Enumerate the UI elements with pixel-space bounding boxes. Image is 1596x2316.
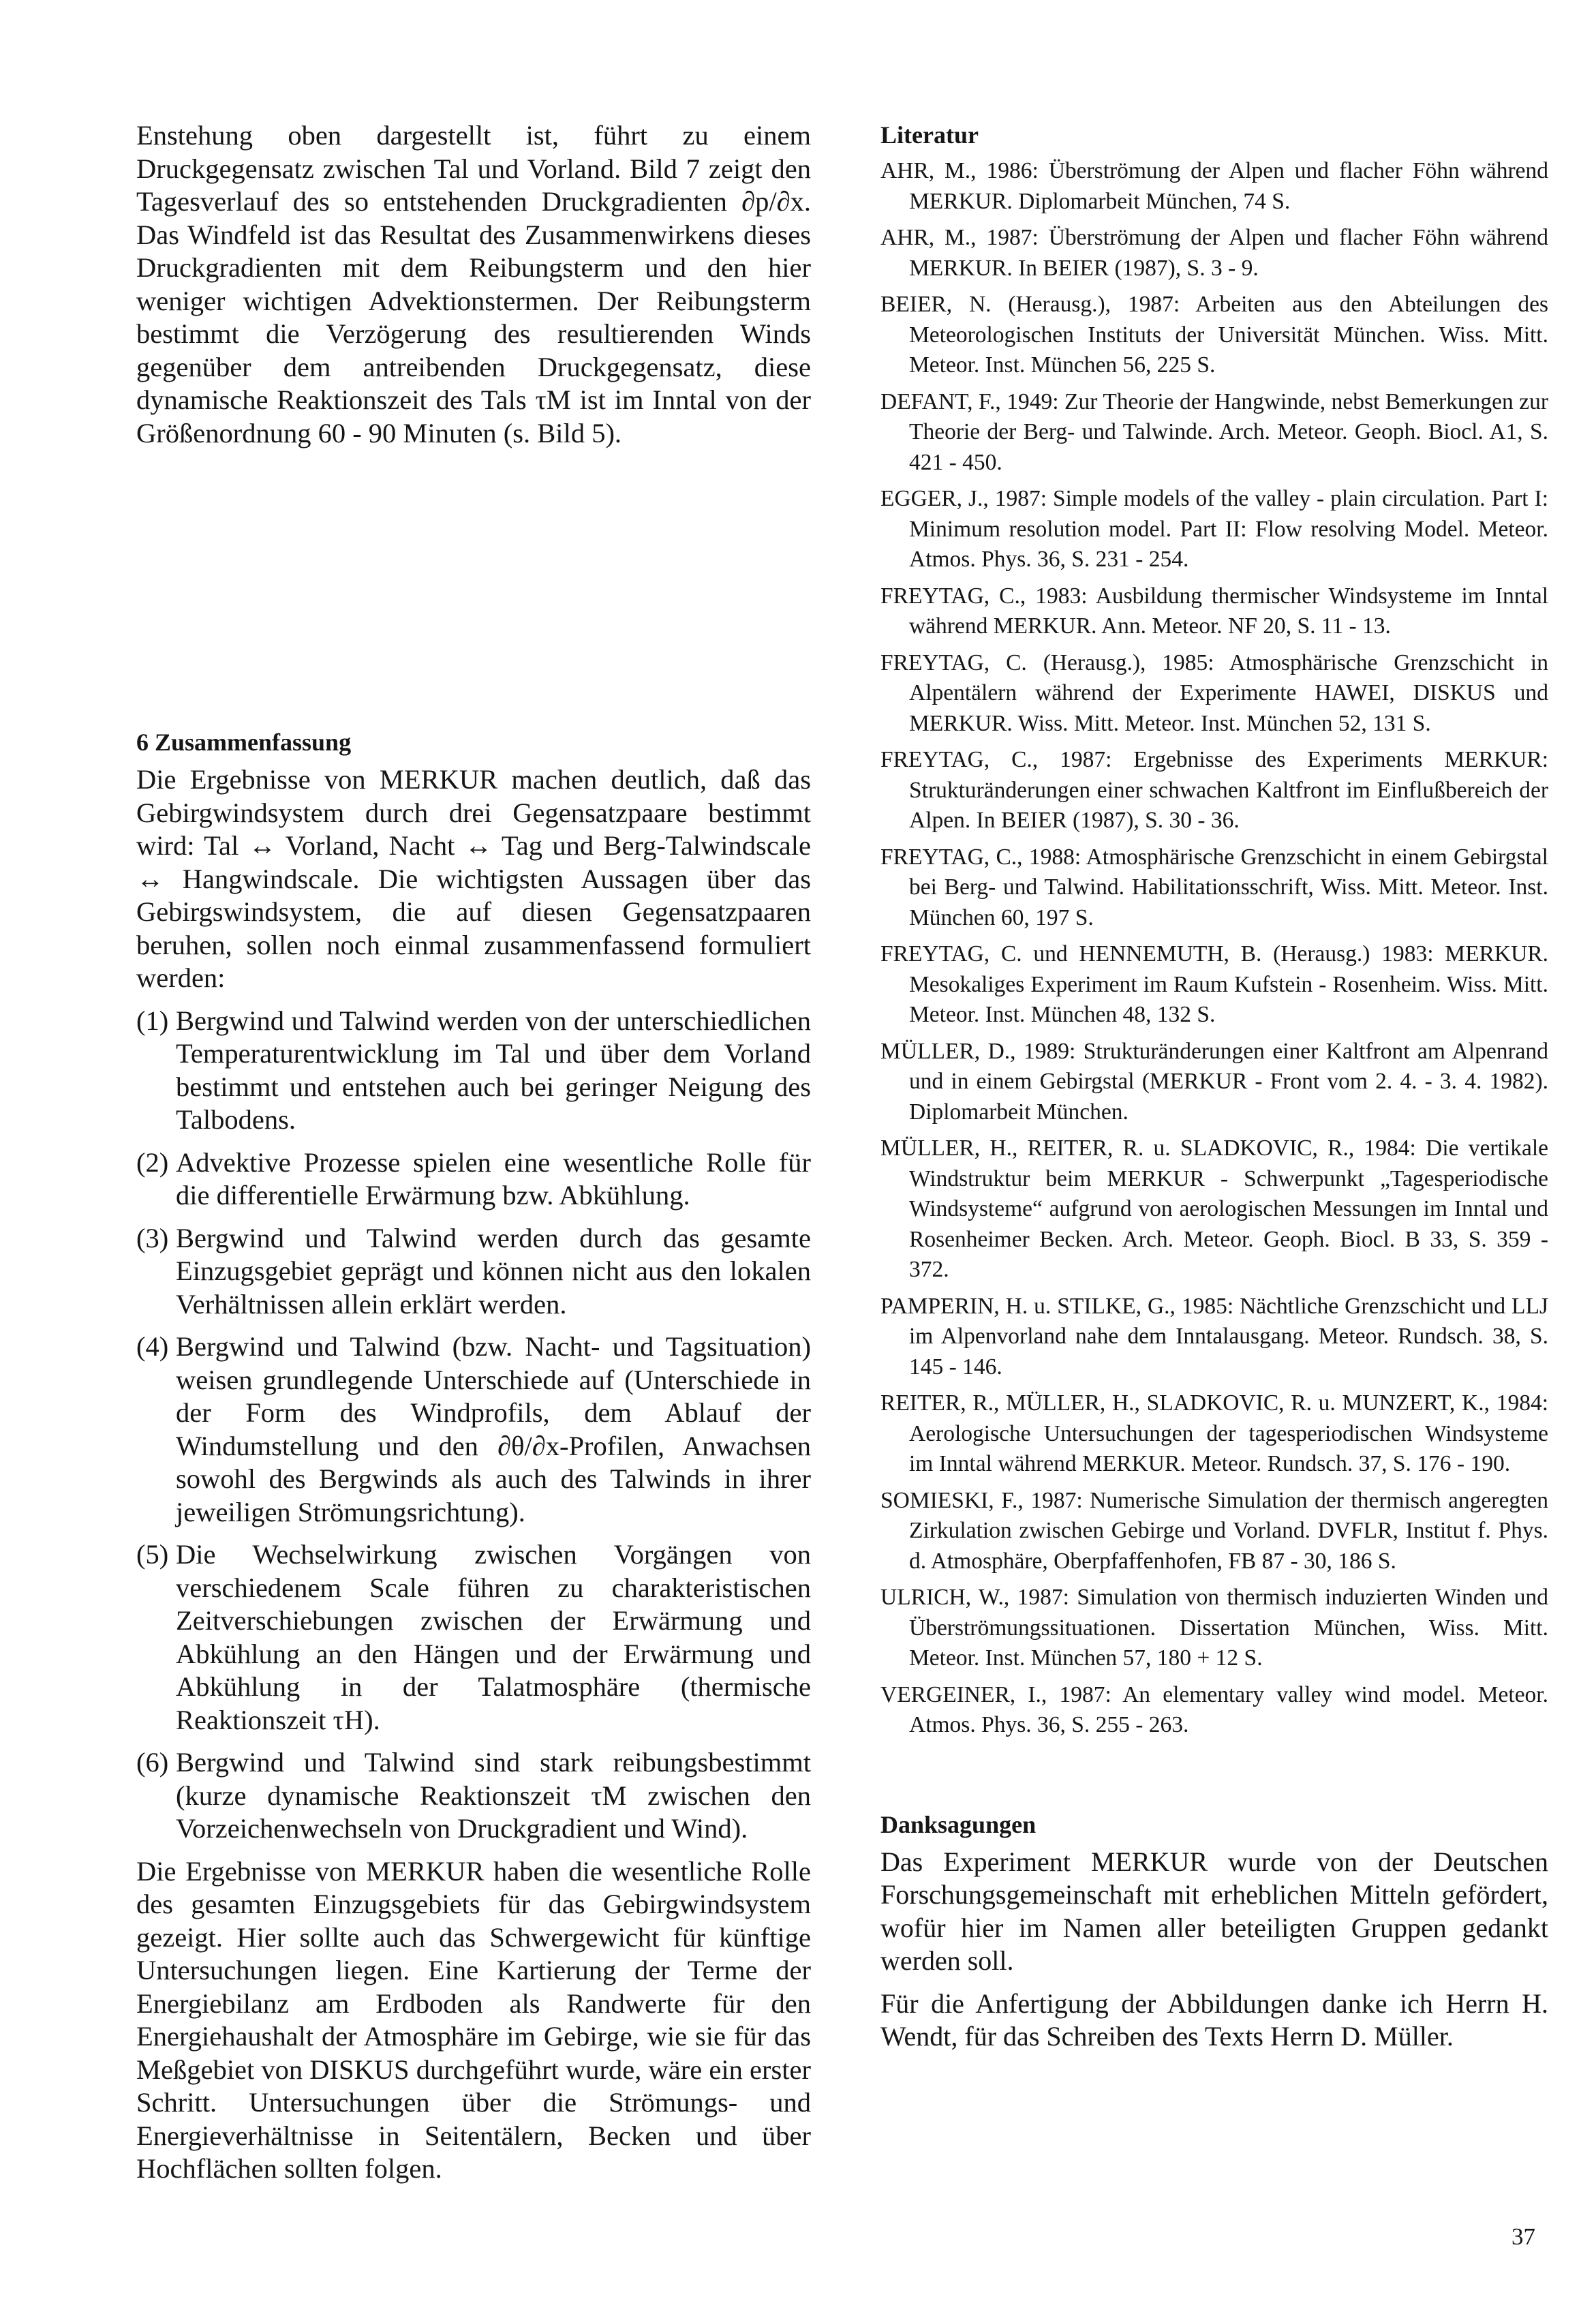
list-item bbox=[136, 1222, 811, 1322]
reference-list bbox=[880, 156, 1548, 1741]
list-item bbox=[136, 1538, 811, 1737]
reference-item: AHR, M., 1987: Überströmung der Alpen und flacher Föhn während MERKUR. In BEIER (1987), S. 3 - 9. bbox=[880, 225, 1548, 281]
list-text: Advektive Prozesse spielen eine wesentliche Rolle für die differentielle Erwärmung bzw. Abkühlung. bbox=[176, 1146, 811, 1210]
reference-item: MÜLLER, H., REITER, R. u. SLADKOVIC, R., 1984: Die vertikale Windstruktur beim MERKUR - Schwerpunkt „Tagesperiodische Windsysteme“ aufgrund von aerologischen Messungen im Inntal und Rosenheimer Becken. Arch. Meteor. Geoph. Biocl. B 33, S. 359 - 372. bbox=[880, 1136, 1548, 1282]
reference-item: EGGER, J., 1987: Simple models of the valley - plain circulation. Part I: Minimum resolution model. Part II: Flow resolving Model. Meteor. Atmos. Phys. 36, S. 231 - 254. bbox=[880, 486, 1548, 572]
reference-item: FREYTAG, C., 1988: Atmosphärische Grenzschicht in einem Gebirgstal bei Berg- und Talwind. Habilitationsschrift, Wiss. Mitt. Meteor. Inst. München 60, 197 S. bbox=[880, 844, 1548, 930]
reference-item: FREYTAG, C. (Herausg.), 1985: Atmosphärische Grenzschicht in Alpentälern während der Experimente HAWEI, DISKUS und MERKUR. Wiss. Mitt. Meteor. Inst. München 52, 131 S. bbox=[880, 650, 1548, 736]
reference-item: AHR, M., 1986: Überströmung der Alpen und flacher Föhn während MERKUR. Diplomarbeit München, 74 S. bbox=[880, 158, 1548, 214]
section-heading: 6 Zusammenfassung bbox=[136, 729, 352, 756]
list-text: Bergwind und Talwind sind stark reibungsbestimmt (kurze dynamische Reaktionszeit τM zwischen den Vorzeichenwechseln von Druckgradient und Wind). bbox=[176, 1747, 811, 1844]
list-number: (3) bbox=[136, 1222, 169, 1253]
list-number: (5) bbox=[136, 1539, 169, 1570]
reference-item: FREYTAG, C. und HENNEMUTH, B. (Herausg.) 1983: MERKUR. Mesokaliges Experiment im Raum Kufstein - Rosenheim. Wiss. Mitt. Meteor. Inst. München 48, 132 S. bbox=[880, 941, 1548, 1027]
acknowledgement-paragraph: Das Experiment MERKUR wurde von der Deutschen Forschungsgemeinschaft mit erheblichen Mitteln gefördert, wofür hier im Namen aller beteiligten Gruppen gedankt werden soll. bbox=[880, 1846, 1548, 1976]
acknowledgements-heading: Danksagungen bbox=[880, 1810, 1037, 1838]
list-item bbox=[136, 1746, 811, 1846]
list-number: (1) bbox=[136, 1005, 169, 1036]
intro-paragraph: Enstehung oben dargestellt ist, führt zu einem Druckgegensatz zwischen Tal und Vorland. Bild 7 zeigt den Tagesverlauf des so entstehenden Druckgradienten ∂p/∂x. Das Windfeld ist das Resultat des Zusammenwirkens dieses Druckgradienten mit dem Reibungsterm und den hier weniger wichtigen Advektionstermen. Der Reibungsterm bestimmt die Verzögerung des resultierenden Winds gegenüber dem antreibenden Druckgegensatz, diese dynamische Reaktionszeit des Tals τM ist im Inntal von der Größenordnung 60 - 90 Minuten (s. Bild 5). bbox=[136, 120, 811, 448]
closing-paragraph: Die Ergebnisse von MERKUR haben die wesentliche Rolle des gesamten Einzugsgebiets für das Gebirgwindsystem gezeigt. Hier sollte auch das Schwergewicht für künftige Untersuchungen liegen. Eine Kartierung der Terme der Energiebilanz am Erdboden als Randwerte für den Energiehaushalt der Atmosphäre im Gebirge, wie sie für das Meßgebiet von DISKUS durchgeführt wurde, wäre ein erster Schritt. Untersuchungen über die Strömungs- und Energieverhältnisse in Seitentälern, Becken und über Hochflächen sollten folgen. bbox=[136, 1855, 811, 2184]
reference-item: FREYTAG, C., 1987: Ergebnisse des Experiments MERKUR: Strukturänderungen einer schwachen Kaltfront im Einflußbereich der Alpen. In BEIER (1987), S. 30 - 36. bbox=[880, 747, 1548, 833]
summary-intro: Die Ergebnisse von MERKUR machen deutlich, daß das Gebirgwindsystem durch drei Gegensatzpaare bestimmt wird: Tal ↔ Vorland, Nacht ↔ Tag und Berg-Talwindscale ↔ Hangwindscale. Die wichtigsten Aussagen über das Gebirgswindsystem, die auf diesen Gegensatzpaaren beruhen, sollen noch einmal zusammenfassend formuliert werden: bbox=[136, 764, 811, 993]
list-text: Bergwind und Talwind werden von der unterschiedlichen Temperaturentwicklung im Tal und über dem Vorland bestimmt und entstehen auch bei geringer Neigung des Talbodens. bbox=[176, 1005, 811, 1135]
reference-item: DEFANT, F., 1949: Zur Theorie der Hangwinde, nebst Bemerkungen zur Theorie der Berg- und Talwinde. Arch. Meteor. Geoph. Biocl. A1, S. 421 - 450. bbox=[880, 388, 1548, 475]
list-text: Bergwind und Talwind werden durch das gesamte Einzugsgebiet geprägt und können nicht aus den lokalen Verhältnissen allein erklärt werden. bbox=[176, 1222, 811, 1320]
list-text: Bergwind und Talwind (bzw. Nacht- und Tagsituation) weisen grundlegende Unterschiede auf (Unterschiede in der Form des Windprofils, dem Ablauf der Windumstellung und den ∂θ/∂x-Profilen, Anwachsen sowohl des Bergwinds als auch des Talwinds in ihrer jeweiligen Strömungsrichtung). bbox=[176, 1331, 811, 1527]
list-number: (2) bbox=[136, 1146, 169, 1178]
acknowledgement-paragraph: Für die Anfertigung der Abbildungen danke ich Herrn H. Wendt, für das Schreiben des Texts Herrn D. Müller. bbox=[880, 1987, 1548, 2052]
list-item bbox=[136, 1330, 811, 1529]
right-column bbox=[880, 119, 1548, 2063]
list-item bbox=[136, 1146, 811, 1213]
list-item bbox=[136, 1005, 811, 1137]
literature-heading: Literatur bbox=[880, 121, 979, 149]
reference-item: ULRICH, W., 1987: Simulation von thermisch induzierten Winden und Überströmungssituationen. Dissertation München, Wiss. Mitt. Meteor. Inst. München 57, 180 + 12 S. bbox=[880, 1585, 1548, 1671]
list-number: (6) bbox=[136, 1747, 169, 1778]
reference-item: VERGEINER, I., 1987: An elementary valley wind model. Meteor. Atmos. Phys. 36, S. 255 - 263. bbox=[880, 1681, 1548, 1737]
reference-item: BEIER, N. (Herausg.), 1987: Arbeiten aus den Abteilungen des Meteorologischen Instituts der Universität München. Wiss. Mitt. Meteor. Inst. München 56, 225 S. bbox=[880, 292, 1548, 378]
left-column bbox=[136, 119, 811, 2195]
page-number: 37 bbox=[1511, 2223, 1535, 2250]
reference-item: FREYTAG, C., 1983: Ausbildung thermischer Windsysteme im Inntal während MERKUR. Ann. Meteor. NF 20, S. 11 - 13. bbox=[880, 583, 1548, 639]
column-gap bbox=[136, 459, 811, 727]
reference-item: SOMIESKI, F., 1987: Numerische Simulation der thermisch angeregten Zirkulation zwischen Gebirge und Vorland. DVFLR, Institut f. Phys. d. Atmosphäre, Oberpfaffenhofen, FB 87 - 30, 186 S. bbox=[880, 1487, 1548, 1574]
list-number: (4) bbox=[136, 1331, 169, 1362]
reference-item: MÜLLER, D., 1989: Strukturänderungen einer Kaltfront am Alpenrand und in einem Gebirgstal (MERKUR - Front vom 2. 4. - 3. 4. 1982). Diplomarbeit München. bbox=[880, 1038, 1548, 1125]
reference-item: PAMPERIN, H. u. STILKE, G., 1985: Nächtliche Grenzschicht und LLJ im Alpenvorland nahe dem Inntalausgang. Meteor. Rundsch. 38, S. 145 - 146. bbox=[880, 1293, 1548, 1380]
list-text: Die Wechselwirkung zwischen Vorgängen von verschiedenem Scale führen zu charakteristischen Zeitverschiebungen zwischen der Erwärmung und Abkühlung an den Hängen und der Erwärmung und Abkühlung in der Talatmosphäre (thermische Reaktionszeit τH). bbox=[176, 1539, 811, 1735]
reference-item: REITER, R., MÜLLER, H., SLADKOVIC, R. u. MUNZERT, K., 1984: Aerologische Untersuchungen der tagesperiodischen Windsysteme im Inntal während MERKUR. Meteor. Rundsch. 37, S. 176 - 190. bbox=[880, 1390, 1548, 1476]
